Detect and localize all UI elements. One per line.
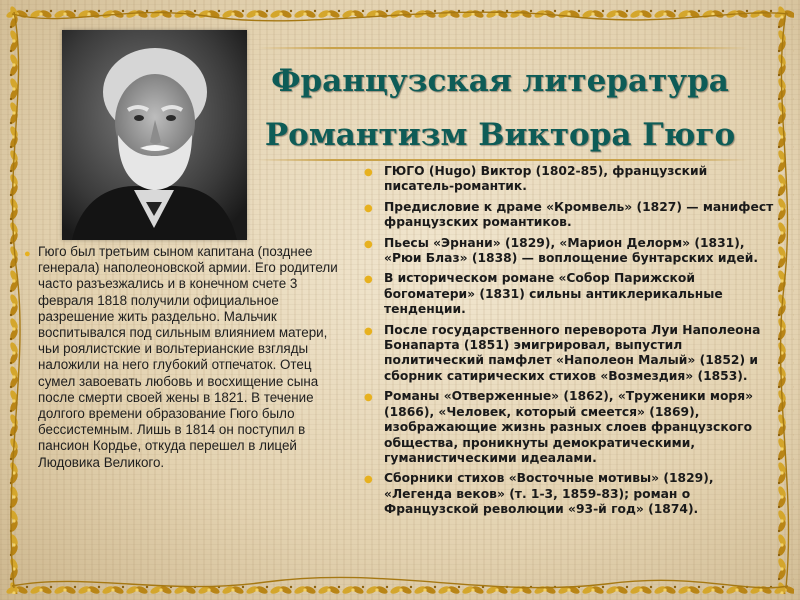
bullet-dot-icon: ● <box>24 248 31 260</box>
page-title <box>250 54 750 162</box>
bullet-dot-icon: ● <box>364 274 373 286</box>
portrait-photo <box>62 30 247 240</box>
list-item: ● Пьесы «Эрнани» (1829), «Марион Делорм» (1831), «Рюи Блаз» (1838) — воплощение бунтарских идей. <box>364 235 758 266</box>
list-item: ● После государственного переворота Луи Наполеона Бонапарта (1851) эмигрировал, выпустил политический памфлет «Наполеон Малый» (1852) и сборник сатирических стихов «Возмездия» (1853). <box>364 322 761 383</box>
list-item: ● ГЮГО (Hugo) Виктор (1802-85), французский писатель-романтик. <box>364 164 708 194</box>
list-item: ● Предисловие к драме «Кромвель» (1827) — манифест французских романтиков. <box>364 199 774 230</box>
portrait-icon <box>62 30 247 240</box>
title-top-rule <box>258 47 748 49</box>
list-item: ● Романы «Отверженные» (1862), «Труженики моря» (1866), «Человек, который смеется» (1869), изображающие жизнь разных слоев французского общества, проникнуты демократическими, гуманистическими идеалами. <box>364 389 754 465</box>
bullet-dot-icon: ● <box>364 202 373 214</box>
biography-paragraph <box>24 244 338 471</box>
list-item: ● Сборники стихов «Восточные мотивы» (1829), «Легенда веков» (т. 1-3, 1859-83); роман о Французской революции «93-й год» (1874). <box>364 471 714 517</box>
biography-text: Гюго был третьим сыном капитана (позднее генерала) наполеоновской армии. Его родители часто разъезжались и в конечном счете 3 февраля 1818 получили официальное разрешение жить раздельно. Мальчик воспитывался под сильным влиянием матери, чьи роялистские и вольтерианские взгляды наложили на него глубокий отпечаток. Отец сумел завоевать любовь и восхищение сына после смерти своей жены в 1821. В течение долгого времени образование Гюго было бессистемным. Лишь в 1814 он поступил в пансион Кордье, откуда перешел в лицей Людовика Великого. <box>38 244 338 470</box>
list-item: ● В историческом романе «Собор Парижской богоматери» (1831) сильны антиклерикальные тенденции. <box>364 271 723 317</box>
title-line-1: Французская литература <box>271 63 729 99</box>
bullet-dot-icon: ● <box>364 392 373 404</box>
title-line-2: Романтизм Виктора Гюго <box>264 117 736 153</box>
bullet-dot-icon: ● <box>364 167 373 178</box>
bullet-dot-icon: ● <box>364 325 373 337</box>
title-bottom-rule <box>258 159 748 161</box>
bullet-dot-icon: ● <box>364 238 373 250</box>
bullet-dot-icon: ● <box>364 474 373 486</box>
facts-list <box>364 164 774 523</box>
